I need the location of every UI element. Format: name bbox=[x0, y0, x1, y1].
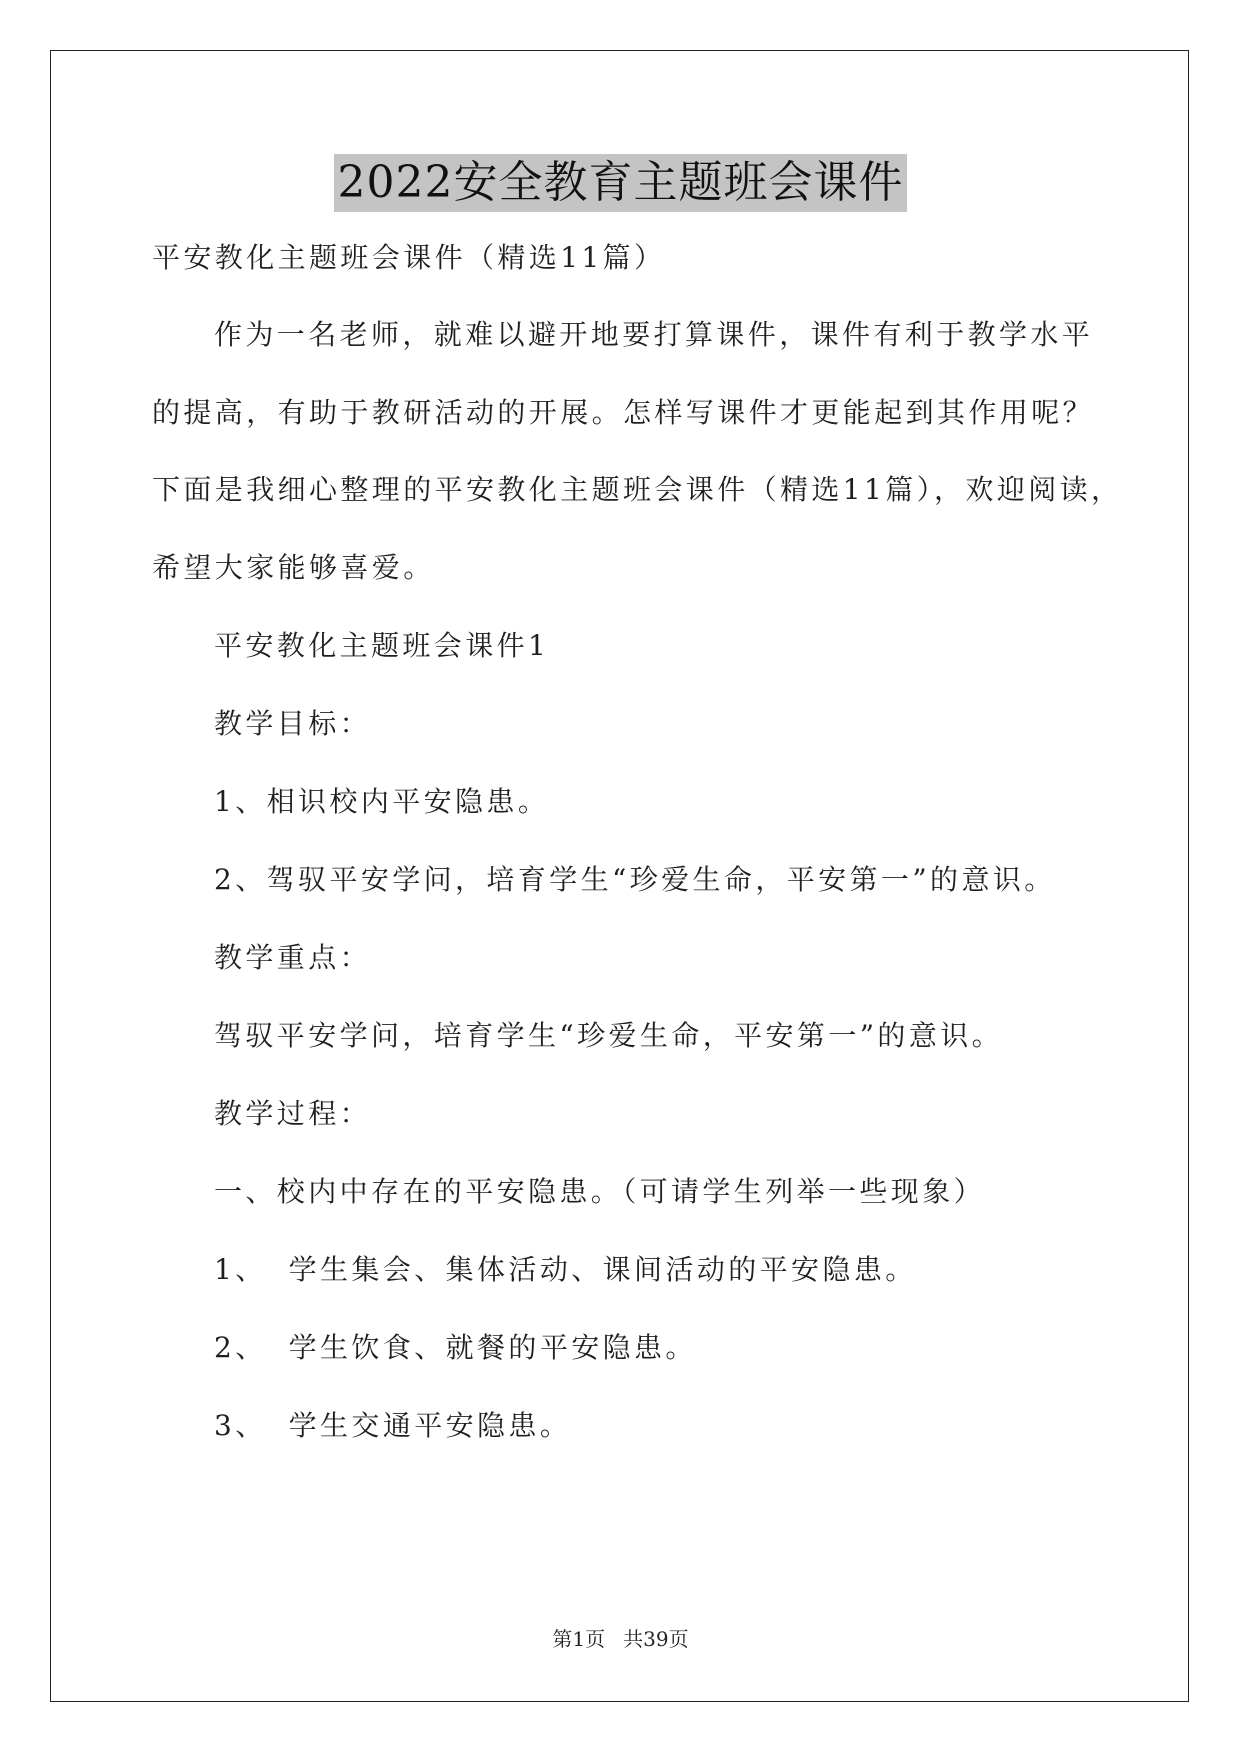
paragraph-line: 驾驭平安学问，培育学生“珍爱生命，平安第一”的意识。 bbox=[214, 1019, 1004, 1052]
list-item bbox=[214, 1328, 697, 1368]
paragraph-line: 作为一名老师，就难以避开地要打算课件，课件有利于教学水平 bbox=[214, 318, 1094, 351]
paragraph-line: 希望大家能够喜爱。 bbox=[152, 551, 435, 584]
paragraph-line: 一、校内中存在的平安隐患。（可请学生列举一些现象） bbox=[214, 1175, 986, 1208]
page-total: 共39页 bbox=[623, 1627, 689, 1651]
document-title: 2022安全教育主题班会课件 bbox=[334, 154, 908, 212]
objective-item: 2、驾驭平安学问，培育学生“珍爱生命，平安第一”的意识。 bbox=[214, 863, 1056, 896]
page-number: 第1页 bbox=[552, 1627, 606, 1651]
list-marker: 3、 bbox=[214, 1409, 267, 1442]
paragraph-line: 的提高，有助于教研活动的开展。怎样写课件才更能起到其作用呢？ bbox=[152, 396, 1095, 429]
list-item bbox=[214, 1406, 571, 1446]
title-container bbox=[0, 154, 1241, 212]
section-label: 教学重点： bbox=[214, 941, 372, 974]
section-label: 教学过程： bbox=[214, 1097, 372, 1130]
list-item bbox=[214, 1250, 917, 1290]
section-heading: 平安教化主题班会课件1 bbox=[214, 629, 550, 662]
objective-item: 1、相识校内平安隐患。 bbox=[214, 785, 550, 818]
paragraph-line: 下面是我细心整理的平安教化主题班会课件（精选11篇），欢迎阅读， bbox=[152, 473, 1123, 506]
page-footer bbox=[0, 1625, 1241, 1653]
list-marker: 2、 bbox=[214, 1331, 267, 1364]
list-text: 学生集会、集体活动、课间活动的平安隐患。 bbox=[288, 1253, 917, 1286]
section-label: 教学目标： bbox=[214, 707, 372, 740]
document-subtitle: 平安教化主题班会课件（精选11篇） bbox=[152, 241, 666, 274]
list-text: 学生饮食、就餐的平安隐患。 bbox=[288, 1331, 697, 1364]
list-text: 学生交通平安隐患。 bbox=[288, 1409, 572, 1442]
list-marker: 1、 bbox=[214, 1253, 267, 1286]
